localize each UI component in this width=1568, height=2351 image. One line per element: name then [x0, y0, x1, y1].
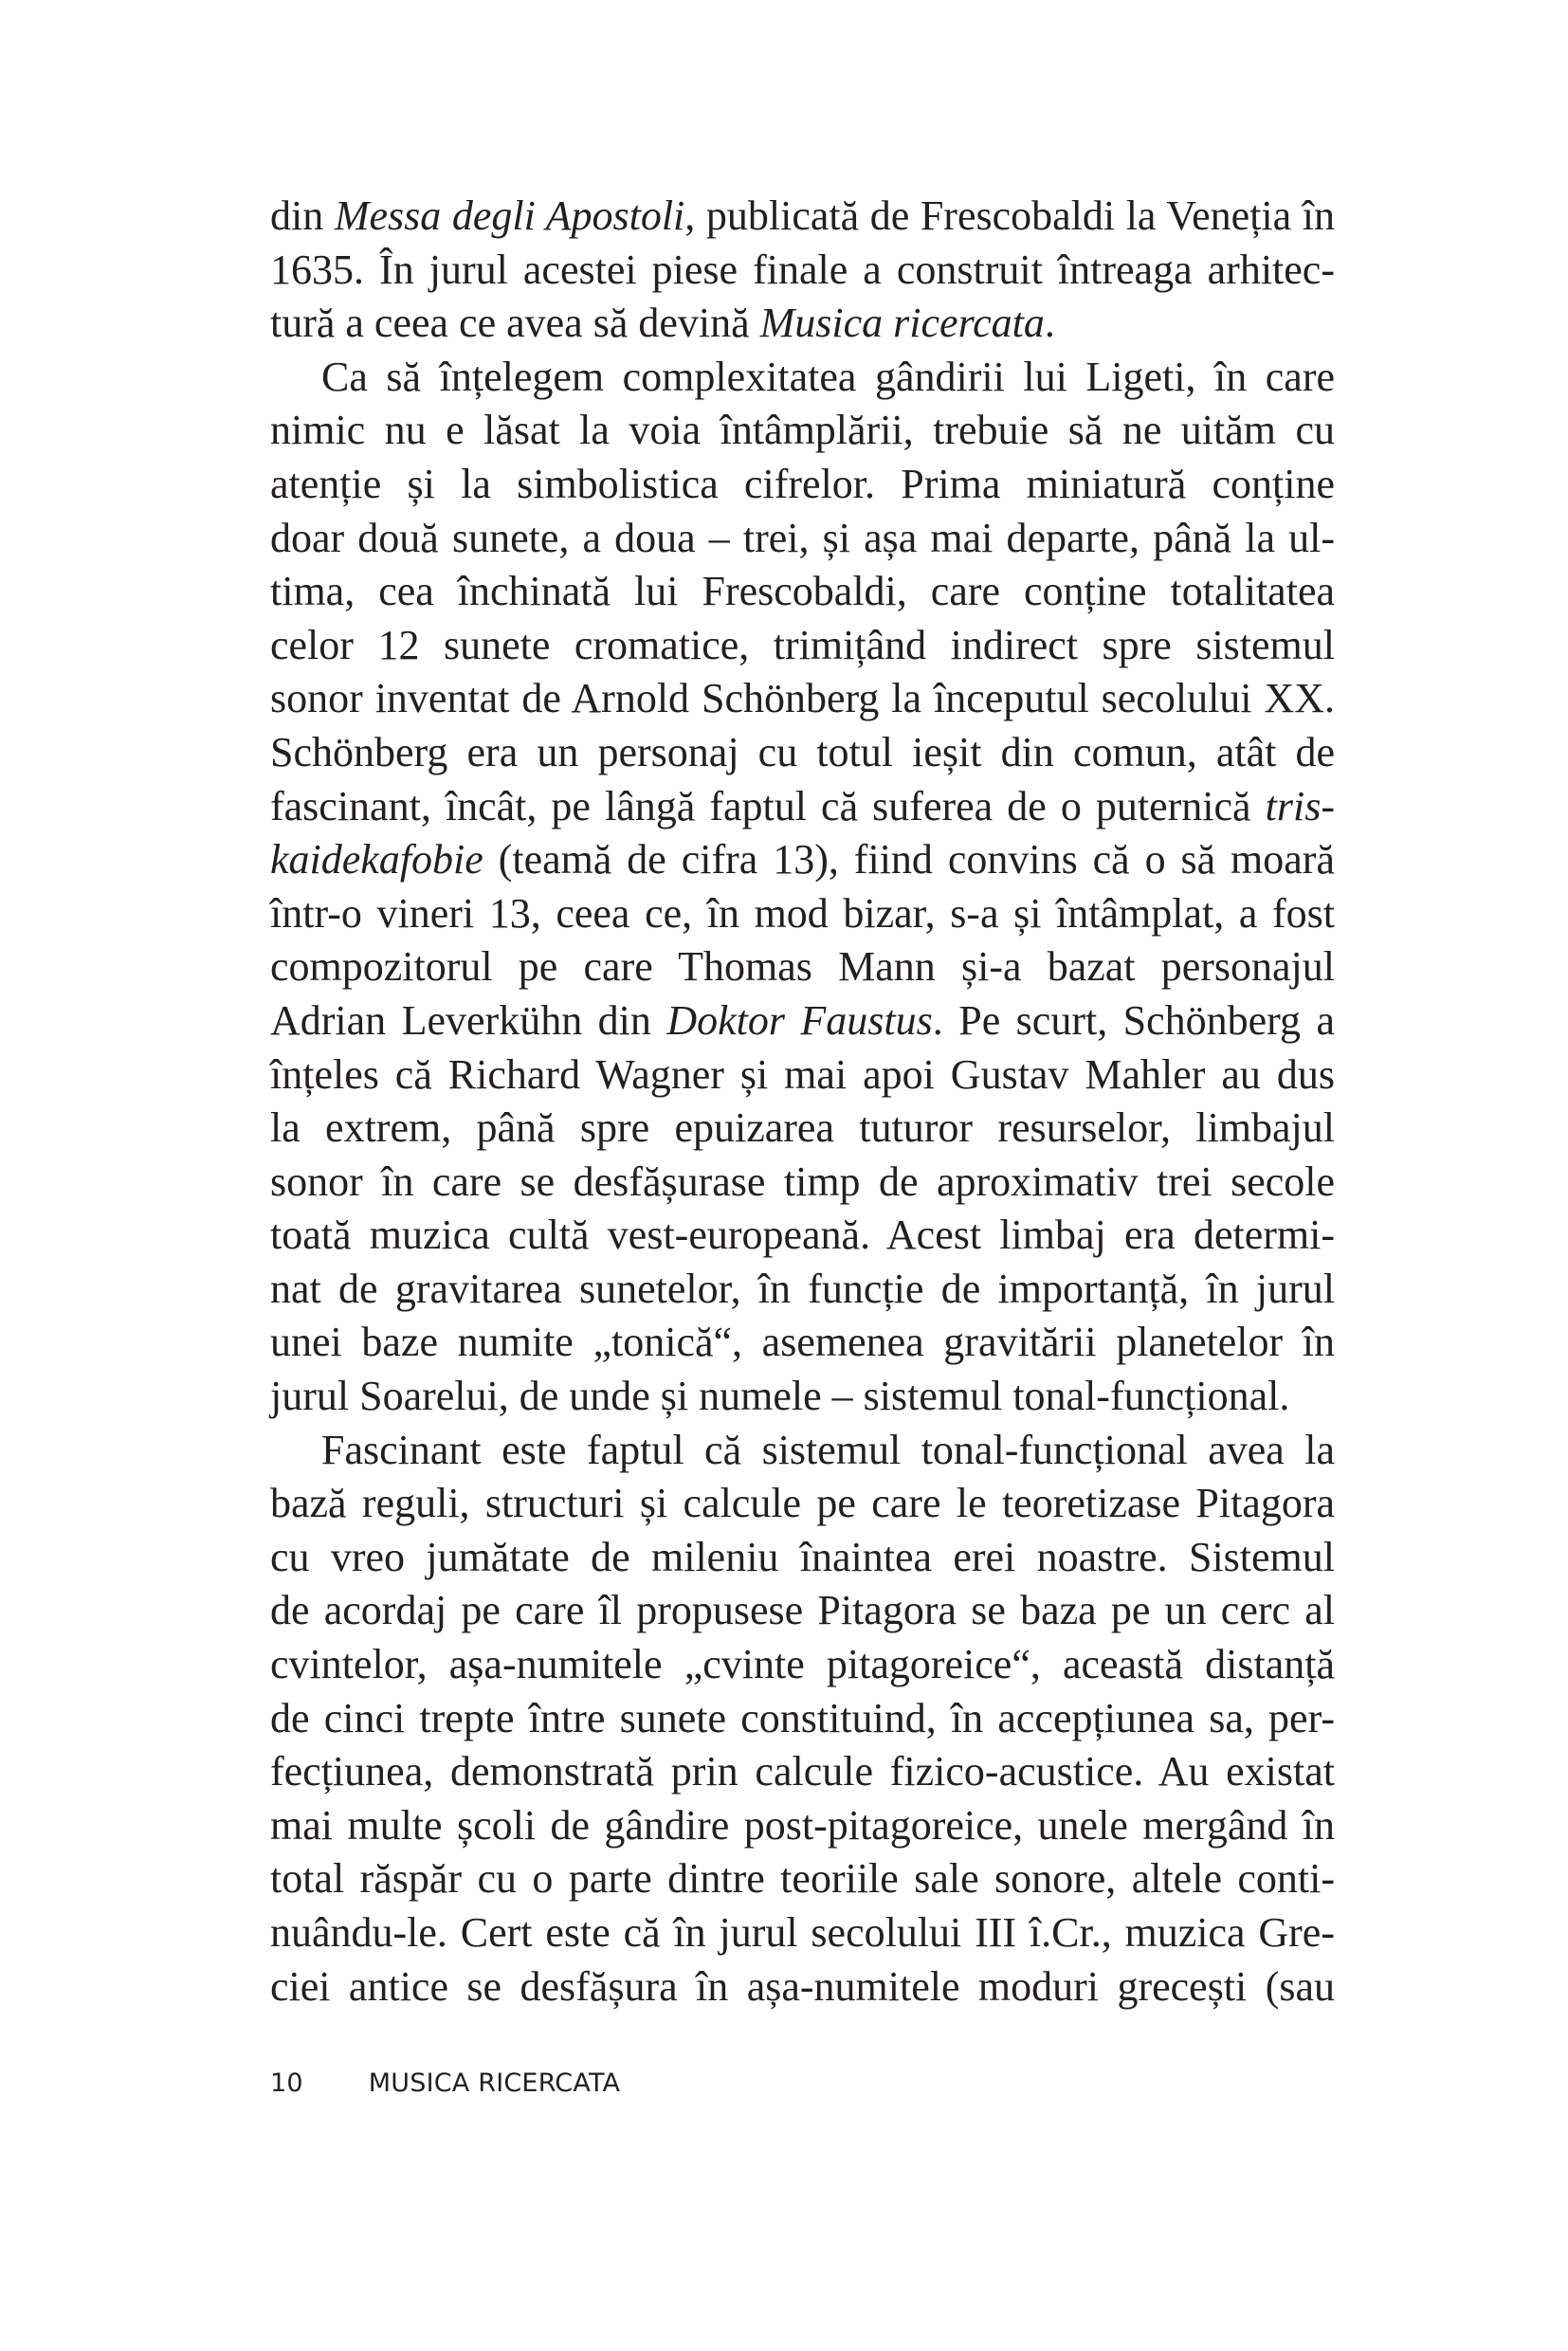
italic-text: tris-: [1265, 782, 1335, 829]
text-run: 1635. În jurul acestei piese finale a construit întreaga arhitec-: [270, 246, 1335, 293]
text-run: fecțiunea, demonstrată prin calcule fizico-acustice. Au existat: [270, 1748, 1335, 1795]
text-line: [270, 833, 1335, 887]
text-line: [270, 1584, 1335, 1638]
text-run: celor 12 sunete cromatice, trimițând indirect spre sistemul: [270, 621, 1335, 668]
text-line: [270, 780, 1335, 834]
text-line: [270, 458, 1335, 512]
text-run: cu vreo jumătate de mileniu înaintea erei noastre. Sistemul: [270, 1533, 1335, 1580]
text-line: [270, 672, 1335, 726]
text-run: nat de gravitarea sunetelor, în funcție de importanță, în jurul: [270, 1265, 1335, 1312]
text-run: într-o vineri 13, ceea ce, în mod bizar, s-a și întâmplat, a fost: [270, 889, 1335, 937]
text-line: [270, 1370, 1335, 1424]
italic-text: Messa degli Apostoli: [334, 192, 685, 239]
text-line: [270, 1692, 1335, 1746]
text-line: [270, 1102, 1335, 1156]
text-run: (teamă de cifra 13), fiind convins că o să moară: [483, 836, 1335, 884]
text-run: tima, cea închinată lui Frescobaldi, care conține totalitatea: [270, 568, 1335, 615]
text-line: [270, 1799, 1335, 1853]
text-line: [270, 994, 1335, 1048]
text-run: sonor inventat de Arnold Schönberg la începutul secolului XX.: [270, 675, 1335, 722]
text-run: Fascinant este faptul că sistemul tonal-funcțional avea la: [321, 1426, 1335, 1473]
text-line: [270, 1906, 1335, 1960]
text-line: [270, 1852, 1335, 1906]
text-run: fascinant, încât, pe lângă faptul că suferea de o puternică: [270, 782, 1266, 829]
text-run: bază reguli, structuri și calcule pe care le teoretizase Pitagora: [270, 1480, 1335, 1527]
text-run: doar două sunete, a doua – trei, și așa mai departe, până la ul-: [270, 514, 1335, 561]
text-line: [270, 351, 1335, 405]
text-line: [270, 404, 1335, 458]
text-run: de cinci trepte între sunete constituind, în accepțiunea sa, per-: [270, 1694, 1335, 1741]
text-run: atenție și la simbolistica cifrelor. Prima miniatură conține: [270, 460, 1335, 507]
italic-text: Musica ricercata: [759, 300, 1045, 347]
paragraph: [270, 351, 1335, 1424]
text-run: jurul Soarelui, de unde și numele – sistemul tonal-funcțional.: [270, 1373, 1290, 1420]
text-run: înțeles că Richard Wagner și mai apoi Gustav Mahler au dus: [270, 1050, 1335, 1098]
text-line: [270, 619, 1335, 673]
text-run: cvintelor, așa-numitele „cvinte pitagoreice“, această distanță: [270, 1641, 1335, 1688]
text-run: de acordaj pe care îl propusese Pitagora se baza pe un cerc al: [270, 1587, 1335, 1634]
italic-text: kaidekafobie: [270, 836, 483, 884]
text-run: nuându-le. Cert este că în jurul secolului III î.Cr., muzica Gre-: [270, 1909, 1335, 1956]
text-line: [270, 726, 1335, 780]
text-line: [270, 1048, 1335, 1103]
text-run: compozitorul pe care Thomas Mann și-a bazat personajul: [270, 943, 1335, 991]
text-run: Schönberg era un personaj cu totul ieșit din comun, atât de: [270, 728, 1335, 775]
text-line: [270, 190, 1335, 244]
text-run: nimic nu e lăsat la voia întâmplării, trebuie să ne uităm cu: [270, 407, 1335, 454]
italic-text: Doktor Faustus: [666, 996, 933, 1044]
text-run: . Pe scurt, Schönberg a: [932, 996, 1335, 1044]
body-text: [270, 190, 1335, 2014]
text-line: [270, 887, 1335, 941]
text-line: [270, 565, 1335, 619]
text-run: unei baze numite „tonică“, asemenea gravitării planetelor în: [270, 1319, 1335, 1366]
text-run: toată muzica cultă vest-europeană. Acest limbaj era determi-: [270, 1212, 1335, 1259]
text-run: mai multe școli de gândire post-pitagoreice, unele mergând în: [270, 1801, 1335, 1849]
text-line: [270, 1209, 1335, 1263]
running-title: MUSICA RICERCATA: [368, 2069, 621, 2098]
page-number: 10: [270, 2069, 303, 2098]
text-line: [270, 512, 1335, 566]
text-run: tură a ceea ce avea să devină: [270, 300, 760, 347]
text-line: [270, 1263, 1335, 1317]
text-run: sonor în care se desfășurase timp de aproximativ trei secole: [270, 1157, 1335, 1205]
text-line: [270, 244, 1335, 298]
text-line: [270, 1424, 1335, 1478]
text-run: din: [270, 192, 335, 239]
text-line: [270, 1531, 1335, 1585]
text-line: [270, 1477, 1335, 1531]
text-run: Adrian Leverkühn din: [270, 996, 667, 1044]
text-line: [270, 297, 1335, 351]
text-run: Ca să înțelegem complexitatea gândirii lui Ligeti, în care: [321, 353, 1335, 400]
text-line: [270, 1638, 1335, 1692]
text-line: [270, 1745, 1335, 1799]
text-run: la extrem, până spre epuizarea tuturor resurselor, limbajul: [270, 1104, 1335, 1152]
text-line: [270, 940, 1335, 994]
paragraph: [270, 1424, 1335, 2014]
text-run: total răspăr cu o parte dintre teoriile sale sonore, altele conti-: [270, 1855, 1335, 1903]
paragraph: [270, 190, 1335, 351]
text-line: [270, 1316, 1335, 1370]
text-line: [270, 1960, 1335, 2014]
text-run: , publicată de Frescobaldi la Veneția în: [684, 192, 1335, 239]
page-footer: [270, 2069, 620, 2099]
text-line: [270, 1156, 1335, 1210]
text-run: .: [1044, 300, 1055, 347]
text-run: ciei antice se desfășura în așa-numitele moduri grecești (sau: [270, 1962, 1335, 2010]
